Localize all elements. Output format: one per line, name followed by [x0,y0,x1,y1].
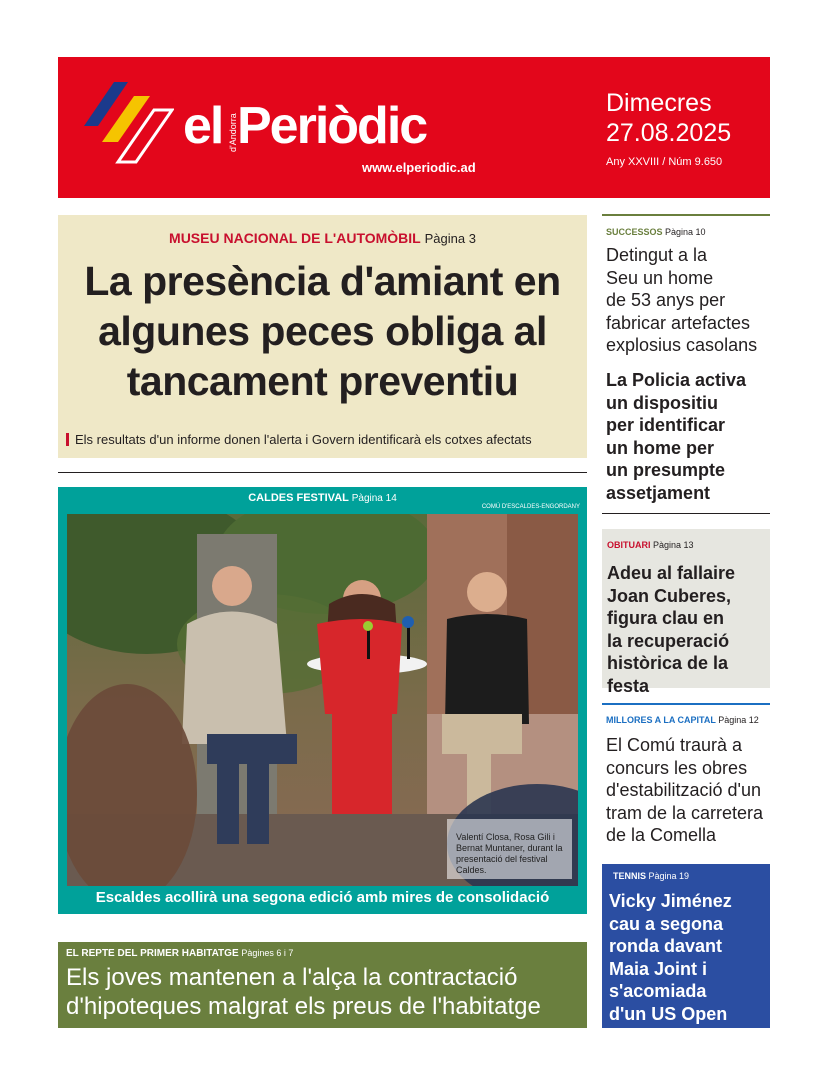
tennis-headline-line: cau a segona [609,913,724,934]
brand-region: d'Andorra [228,113,238,152]
andorra-flag-logo-icon [84,82,174,168]
succ-kicker: SUCCESSOS [606,227,663,237]
capital-headline-line: d'estabilització d'un [606,780,761,800]
succ-headline[interactable] [606,244,771,357]
divider [602,214,770,216]
obit-headline-line: figura clau en [607,608,725,628]
festival-press-photo[interactable] [67,514,578,886]
tennis-headline-line: Vicky Jiménez [609,891,732,911]
lead-kicker: MUSEU NACIONAL DE L'AUTOMÒBIL [169,230,421,246]
subhead-bar-icon [66,433,69,446]
tennis-headline-line: d'un US Open [609,1003,728,1024]
succ-headline-line: fabricar artefactes [606,312,751,333]
tennis-kicker-line [613,871,689,881]
lead-headline-line: La presència d'amiant en [84,258,561,304]
divider [58,472,587,473]
succ-headline-line: Detingut a la [606,245,708,265]
brand-prefix: el [183,97,223,155]
tennis-kicker: TENNIS [613,871,647,881]
obit-kicker: OBITUARI [607,540,651,550]
photo-kicker-line [58,492,587,504]
divider [602,703,770,705]
obit-headline-line: històrica de la festa [607,653,729,696]
obit-headline[interactable] [607,562,769,697]
lead-kicker-line [58,230,587,246]
succ-kicker-line [606,227,706,237]
succ-headline-line: explosius casolans [606,335,758,355]
obit-kicker-line [607,540,694,550]
housing-kicker: EL REPTE DEL PRIMER HABITATGE [66,948,239,959]
capital-headline-line: concurs les obres [606,757,748,778]
capital-headline-line: tram de la carretera [606,802,764,823]
obit-headline-line: Adeu al fallaire [607,563,736,583]
lead-headline[interactable] [58,256,587,406]
photo-page-ref: Pàgina 14 [351,493,397,504]
obit-headline-line: la recuperació [607,630,730,651]
brand-name: Periòdic [237,97,427,155]
succ-second-line: un presumpte [606,460,726,480]
divider [602,513,770,514]
tennis-page-ref: Pàgina 19 [648,871,690,881]
tennis-headline-line: s'acomiada [609,981,707,1001]
succ-headline-line: Seu un home [606,267,714,288]
housing-headline-line: Els joves mantenen a l'alça la contractació [66,964,518,991]
photo-kicker: CALDES FESTIVAL [248,492,349,504]
capital-kicker-line [606,715,759,725]
succ-second-headline[interactable] [606,369,771,504]
issue-day: Dimecres [606,89,712,117]
obit-page-ref: Pàgina 13 [653,540,694,550]
housing-headline-line: d'hipoteques malgrat els preus de l'habitatge [66,993,541,1020]
capital-headline[interactable] [606,734,771,847]
tennis-headline-line: ronda davant [609,936,723,956]
housing-kicker-line [66,948,293,959]
succ-headline-line: de 53 anys per [606,290,726,310]
lead-subhead-line [66,432,586,447]
succ-second-line: assetjament [606,482,711,503]
lead-page-ref: Pàgina 3 [424,231,476,246]
succ-second-line: La Policia activa [606,370,747,390]
housing-headline[interactable] [66,963,581,1021]
obit-headline-line: Joan Cuberes, [607,585,732,606]
succ-second-line: per identificar [606,415,726,435]
capital-page-ref: Pàgina 12 [718,715,759,725]
tennis-headline[interactable] [609,890,769,1025]
succ-second-line: un dispositiu [606,392,718,413]
lead-headline-line: tancament preventiu [126,358,519,404]
succ-page-ref: Pàgina 10 [665,227,706,237]
website-url[interactable]: www.elperiodic.ad [362,160,476,175]
lead-headline-line: algunes peces obliga al [98,308,547,354]
issue-date: 27.08.2025 [606,119,732,147]
tennis-headline-line: Maia Joint i [609,958,708,979]
photo-credit: COMÚ D'ESCALDES-ENGORDANY [481,504,580,510]
succ-second-line: un home per [606,437,715,458]
capital-kicker: MILLORES A LA CAPITAL [606,715,716,725]
housing-page-ref: Pàgines 6 i 7 [241,948,294,958]
lead-subhead: Els resultats d'un informe donen l'alerta i Govern identificarà els cotxes afectats [75,432,532,447]
capital-headline-line: El Comú traurà a [606,735,743,755]
photo-headline[interactable]: Escaldes acollirà una segona edició amb mires de consolidació [95,889,550,906]
capital-headline-line: de la Comella [606,825,717,845]
issue-number: Any XXVIII / Núm 9.650 [606,156,723,168]
photo-caption: Valentí Closa, Rosa Gili i Bernat Muntaner, durant la presentació del festival Caldes. [456,832,563,875]
